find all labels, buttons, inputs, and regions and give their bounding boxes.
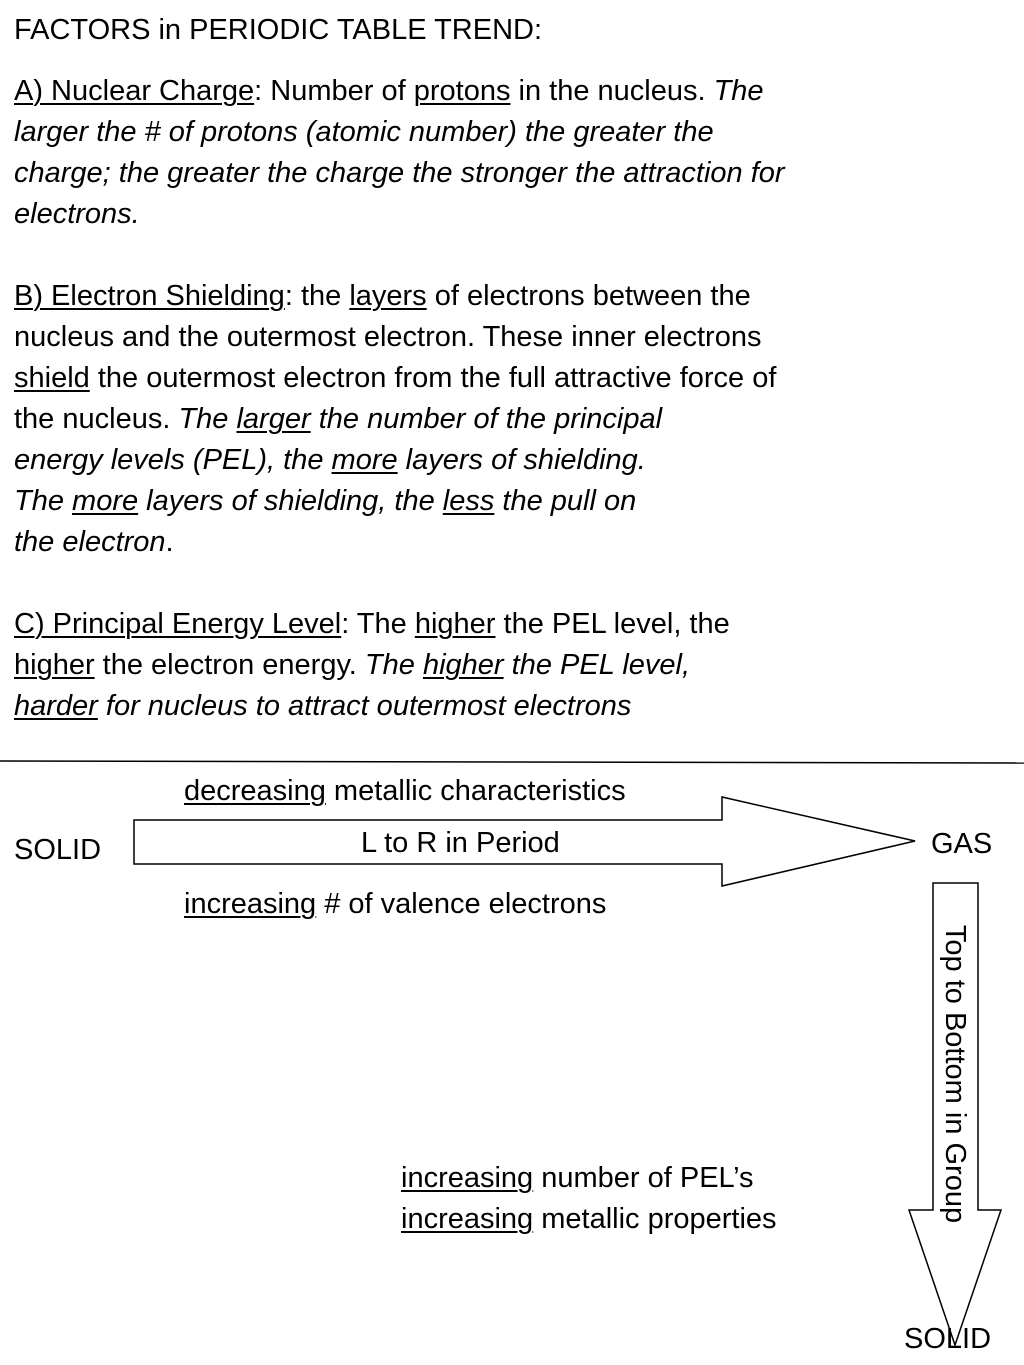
increasing-metallic-label	[401, 1199, 777, 1240]
increasing-metallic-rest: metallic properties	[533, 1203, 777, 1235]
section-b-keyword-less: less	[442, 485, 495, 517]
section-c-heading: C) Principal Energy Level	[14, 608, 342, 640]
section-b-keyword-larger: larger	[236, 403, 311, 435]
section-b-line-6-a: The	[14, 485, 73, 517]
section-b-colon: : the	[284, 280, 350, 312]
section-b-keyword-shield: shield	[14, 362, 90, 394]
section-b-line-6-b: layers of shielding, the	[138, 485, 443, 517]
section-b-keyword-layers: layers	[349, 280, 427, 312]
section-a-line-3: charge; the greater the charge the stronger the attraction for	[14, 157, 785, 189]
section-a-keyword-protons: protons	[413, 75, 511, 107]
keyword-increasing-valence: increasing	[184, 888, 317, 920]
valence-electrons-rest: # of valence electrons	[316, 888, 607, 920]
section-b-line-7-text: the electron	[14, 526, 166, 558]
keyword-increasing-pel: increasing	[401, 1162, 534, 1194]
increasing-pel-label	[401, 1158, 754, 1199]
gas-label: GAS	[931, 828, 993, 860]
section-a-line-4: electrons.	[14, 198, 140, 230]
section-c-keyword-higher: higher	[414, 608, 496, 640]
decreasing-metallic-label	[184, 771, 626, 812]
solid-bottom-label: SOLID	[904, 1323, 992, 1355]
section-b-line-2: nucleus and the outermost electron. These inner electrons	[14, 321, 762, 353]
section-c-keyword-higher-3: higher	[422, 649, 504, 681]
section-b-heading: B) Electron Shielding	[14, 280, 285, 312]
section-c-colon: : The	[341, 608, 415, 640]
keyword-increasing-metallic: increasing	[401, 1203, 534, 1235]
section-c-keyword-higher-2: higher	[14, 649, 95, 681]
section-b-line-3-rest: the outermost electron from the full attractive force of	[89, 362, 777, 394]
section-b-line-4-a: the nucleus.	[14, 403, 179, 435]
period-arrow-label: L to R in Period	[361, 827, 560, 859]
increasing-pel-rest: number of PEL’s	[533, 1162, 754, 1194]
section-c-rest: the PEL level, the	[495, 608, 730, 640]
section-b-line-5-a: energy levels (PEL), the	[14, 444, 332, 476]
horizontal-divider	[0, 761, 1024, 763]
section-a-heading: A) Nuclear Charge	[14, 75, 255, 107]
section-c-line-3-rest: for nucleus to attract outermost electrons	[97, 690, 632, 722]
section-b-rest: of electrons between the	[426, 280, 751, 312]
decreasing-metallic-rest: metallic characteristics	[325, 775, 626, 807]
section-a-line-2: larger the # of protons (atomic number) the greater the	[14, 116, 714, 148]
group-arrow-label: Top to Bottom in Group	[939, 924, 971, 1224]
section-b-line-4-b: The	[178, 403, 237, 435]
section-c-keyword-harder: harder	[14, 690, 98, 722]
valence-electrons-label	[184, 884, 606, 925]
section-a-rest: in the nucleus.	[510, 75, 714, 107]
section-a-colon: : Number of	[254, 75, 414, 107]
section-b-line-7-period: .	[165, 526, 174, 558]
solid-left-label: SOLID	[14, 834, 102, 866]
section-b-line-5-b: layers of shielding.	[397, 444, 646, 476]
section-c-line-2-italic-end: the PEL level,	[503, 649, 691, 681]
section-b-line-6-c: the pull on	[494, 485, 637, 517]
section-b-keyword-more-2: more	[72, 485, 139, 517]
section-a-italic-start: The	[713, 75, 764, 107]
section-c-line-2-italic: The	[364, 649, 423, 681]
section-b-line-4-c: the number of the principal	[310, 403, 663, 435]
page-title: FACTORS in PERIODIC TABLE TREND:	[14, 14, 543, 46]
keyword-decreasing: decreasing	[184, 775, 326, 807]
section-c-line-2-rest: the electron energy.	[94, 649, 365, 681]
section-b-keyword-more: more	[331, 444, 398, 476]
